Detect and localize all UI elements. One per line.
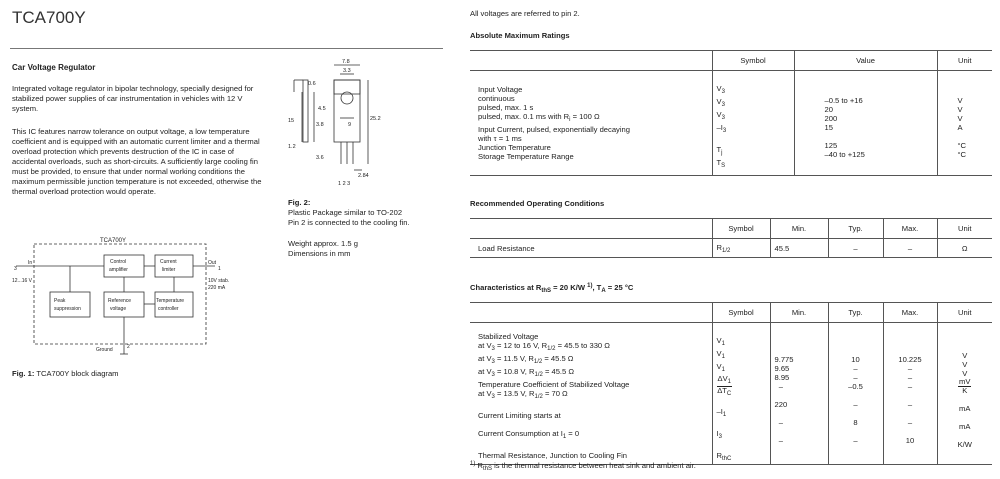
rec-op-table: Symbol Min. Typ. Max. Unit Load Resistance $R_{1/2}$ 45.5 – – Ω <box>470 218 992 258</box>
fig2-line2: Pin 2 is connected to the cooling fin. <box>288 218 410 227</box>
fig2-weight: Weight approx. 1.5 g <box>288 239 358 248</box>
col-symbol: Symbol <box>712 51 794 71</box>
dim-25.2: 25.2 <box>370 116 381 122</box>
table-row: Load Resistance $R_{1/2}$ 45.5 – – Ω <box>470 239 992 258</box>
dim-2.84: 2.84 <box>358 173 369 179</box>
vin-label: 12...16 V <box>12 278 33 284</box>
feature-paragraph: This IC features narrow tolerance on output voltage, a low temperature coefficient and is equipped with an automatic current limiter and a thermal overload protection which prevents destruction of the IC in case of accidental overloads, such as short-circuits. A sufficiently large cooling fin must be provided, to ensure that under normal working conditions the maximum permissible junction temperature is not exceeded, otherwise the thermal overload protection would operate. <box>12 127 262 196</box>
section-heading: Car Voltage Regulator <box>12 63 96 72</box>
abs-max-heading: Absolute Maximum Ratings <box>470 31 570 40</box>
current-limiter-2: limiter <box>162 267 176 273</box>
current-limiter-1: Current <box>160 259 177 265</box>
vout-2: 220 mA <box>208 285 226 291</box>
fig2-line1: Plastic Package similar to TO-202 <box>288 208 403 217</box>
right-page <box>470 0 995 479</box>
left-page <box>0 0 450 479</box>
fig1-caption <box>12 369 119 378</box>
fig2-dims: Dimensions in mm <box>288 249 351 258</box>
col-value: Value <box>794 51 937 71</box>
fig2-label: Fig. 2: <box>288 198 311 207</box>
fig1-label: Fig. 1: <box>12 369 35 378</box>
pin3-label: 3 <box>14 266 17 272</box>
title-divider <box>10 48 443 49</box>
abs-max-table <box>470 50 992 176</box>
col-unit: Unit <box>937 51 992 71</box>
fig1-text: TCA700Y block diagram <box>36 369 119 378</box>
table-row: Input Voltage continuous pulsed, max. 1 s pulsed, max. 0.1 ms with $R_i = 100$ Ω Input Current, pulsed, exponentially decaying with τ = 1 ms Junction Temperature Storage Temperature Range $V_3$ $V_3$ $V_3$ $-I_3$ $T_j$ $T_S$ –0.5 to +16 20 200 15 125 –40 to +125 V V V A °C °C <box>470 71 992 176</box>
control-amp-1: Control <box>110 259 127 265</box>
in-label: In <box>28 260 33 266</box>
page-title: TCA700Y <box>12 8 86 27</box>
chip-label: TCA700Y <box>100 238 127 244</box>
block-diagram <box>10 236 235 361</box>
dim-3.8: 3.8 <box>316 122 324 128</box>
pin1-label: 1 <box>218 266 221 272</box>
out-label: Out <box>208 260 217 266</box>
fig2-caption <box>288 198 448 228</box>
fig2-notes <box>288 239 448 259</box>
dim-4.5: 4.5 <box>318 106 326 112</box>
footnote: $^{1)}$ $R_{thS}$ is the thermal resistance between heat sink and ambient air. <box>470 461 696 472</box>
table-header-row <box>470 51 992 71</box>
rec-op-heading: Recommended Operating Conditions <box>470 199 605 208</box>
dim-9: 9 <box>348 122 352 128</box>
peak-2: suppression <box>54 306 81 312</box>
intro-paragraph: Integrated voltage regulator in bipolar technology, specially designed for stabilized power supplies of car instrumentation in vehicles with 12 V system. <box>12 84 254 113</box>
pin-numbers: 1 2 3 <box>338 181 351 187</box>
dim-3.6: 3.6 <box>316 155 324 161</box>
char-heading: Characteristics at $R_{thS} = 20$ K/W $^{1)}$, $T_A = 25$ °C <box>470 283 634 294</box>
pin-reference-note: All voltages are referred to pin 2. <box>470 9 580 18</box>
table-row: Stabilized Voltage at $V_3 = 12$ to 16 V, $R_{1/2} = 45.5$ to 330 Ω at $V_3 = 11.5$ V, $R_{1/2} = 45.5$ Ω at $V_3 = 10.8$ V, $R_{1/2} = 45.5$ Ω Temperature Coefficient of Stabilized Voltage at $V_3 = 13.5$ V, $R_{1/2} = 70$ Ω Current Limiting starts at Current Consumption at $I_1 = 0$ Thermal Resistance, Junction to Cooling Fin $V_1$ $V_1$ $V_1$ $\frac{\Delta V_1}{\Delta T_C}$ $-I_1$ $I_3$ $R_{thC}$ 9.775 9.65 8.95 – 220 – – 10 – – –0.5 – 8 – 10.225 – – – – – 10 V V V $\frac{mV}{K}$ mA mA K/W <box>470 323 992 465</box>
dim-1.2: 1.2 <box>288 144 296 150</box>
ground-label: Ground <box>96 347 113 353</box>
ref-2: voltage <box>110 306 127 312</box>
ref-1: Reference <box>108 298 132 304</box>
char-table: Symbol Min. Typ. Max. Unit Stabilized Voltage at $V_3 = 12$ to 16 V, $R_{1/2} = 45.5$ to 330 Ω at $V_3 = 11.5$ V, $R_{1/2} = 45.5$ Ω at $V_3 = 10.8$ V, $R_{1/2} = 45.5$ Ω Temperature Coefficient of Stabilized Voltage at $V_3 = 13.5$ V, $R_{1/2} = 70$ Ω Current Limiting starts at Current Consumption at $I_1 = 0$ Thermal Resistance, Junction to Cooling Fin $V_1$ $V_1$ $V_1$ $\frac{\Delta V_1}{\Delta T_C}$ $-I_1$ $I_3$ $R_{thC}$ 9.775 9.65 8.95 – 220 – – 10 – – –0.5 – 8 – 10.225 – – – – – 10 V V V $\frac{mV}{K}$ mA mA K/W <box>470 302 992 465</box>
dim-3.3: 3.3 <box>343 68 351 74</box>
peak-1: Peak <box>54 298 66 304</box>
temp-1: Temperature <box>156 298 185 304</box>
pin2-label: 2 <box>127 344 130 350</box>
control-amp-2: amplifier <box>109 267 128 273</box>
dim-7.8: 7.8 <box>342 59 350 65</box>
temp-2: controller <box>158 306 179 312</box>
package-drawing <box>288 52 388 192</box>
dim-15: 15 <box>288 118 295 124</box>
dim-0.6: 0.6 <box>308 81 316 87</box>
vout-1: 10V stab. <box>208 278 230 284</box>
